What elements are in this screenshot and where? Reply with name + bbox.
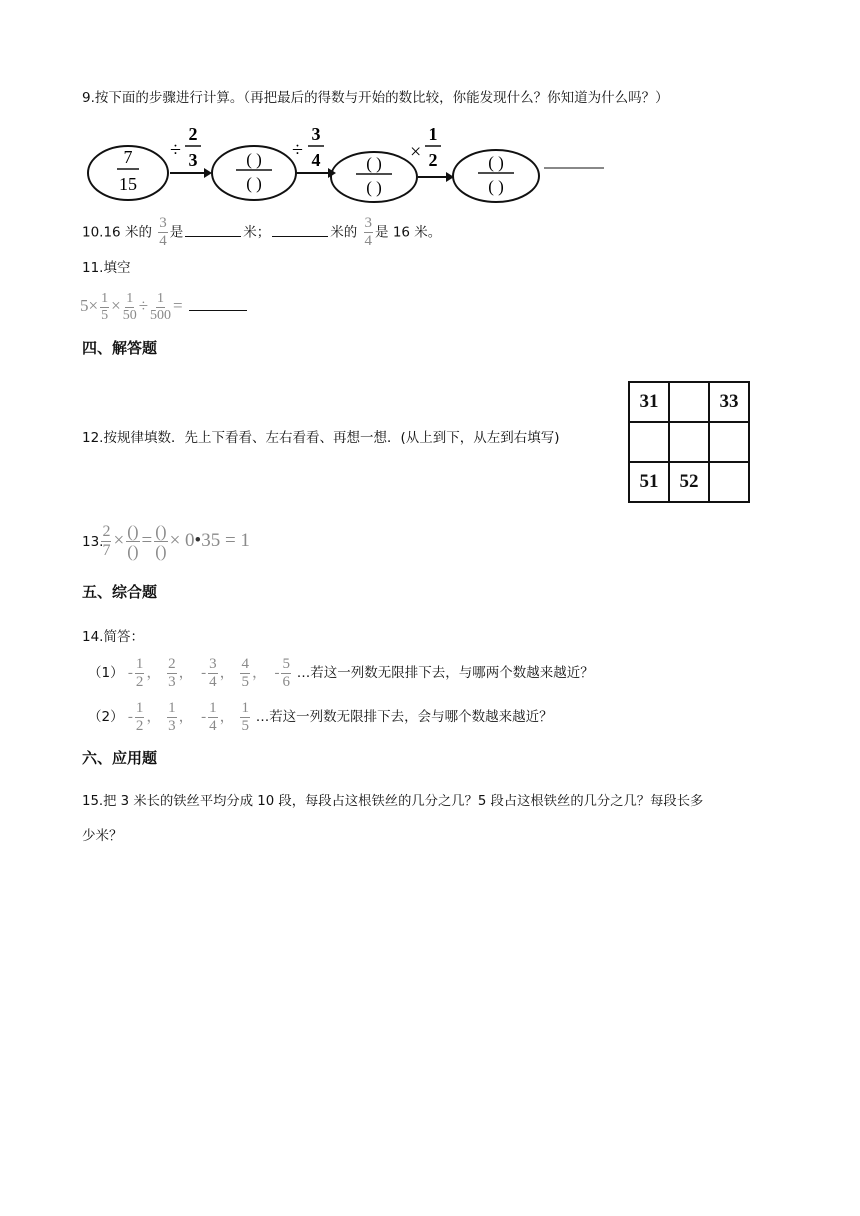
q10-fraction-2: $\frac{3}{4}$ <box>364 215 373 249</box>
step1-num-blank: ( ) <box>246 150 262 169</box>
step1-den-blank: ( ) <box>246 174 262 193</box>
grid-cell: 51 <box>629 462 669 502</box>
op2-sign: ÷ <box>292 139 303 161</box>
q10-part5: 是 16 米。 <box>375 224 442 241</box>
grid-cell[interactable] <box>669 422 709 462</box>
grid-cell[interactable] <box>709 422 749 462</box>
section-6-heading: 六、应用题 <box>82 749 158 767</box>
op2-denominator: 4 <box>311 150 321 170</box>
q11-expression: 5× $\frac{1}{5}$ × $\frac{1}{50}$ ÷ $\frac{1}{500}$ = <box>80 289 249 323</box>
q10-part3: 米； <box>243 224 271 241</box>
q10-part2: 是 <box>169 224 184 241</box>
question-13 <box>82 516 250 567</box>
question-10 <box>82 216 441 249</box>
q11-frac-3: $\frac{1}{500}$ <box>150 290 172 323</box>
q13-prefix: 13. <box>82 534 104 550</box>
step3-den-blank: ( ) <box>488 177 504 196</box>
section-4-heading: 四、解答题 <box>82 339 158 357</box>
step2-num-blank: ( ) <box>366 154 382 173</box>
grid-cell[interactable] <box>669 382 709 422</box>
q11-answer-blank[interactable] <box>189 292 247 311</box>
start-denominator: 15 <box>119 174 137 194</box>
q10-blank-1[interactable] <box>185 222 241 237</box>
q14-line-1: （1） - $\frac{1}{2}$ ， $\frac{2}{3}$ ， - $\frac{3}{4}$ ， $\frac{4}{5}$ ， - $\frac{5}{6}$ …若这一列数无限排下去，与哪两个数越来越近？ <box>88 656 594 691</box>
question-14-title: 14.简答： <box>82 629 144 645</box>
question-12-text: 12.按规律填数．先上下看看、左右看看、再想一想．(从上到下，从左到右填写) <box>82 430 560 446</box>
op3-numerator: 1 <box>428 124 438 144</box>
grid-cell: 52 <box>669 462 709 502</box>
section-5-heading: 五、综合题 <box>82 583 158 601</box>
q11-frac-1: $\frac{1}{5}$ <box>101 290 109 323</box>
step3-num-blank: ( ) <box>488 153 504 172</box>
question-15-line-2: 少米？ <box>82 828 123 844</box>
step2-den-blank: ( ) <box>366 178 382 197</box>
grid-cell[interactable] <box>629 422 669 462</box>
op3-denominator: 2 <box>428 150 438 170</box>
op3-sign: × <box>410 141 422 163</box>
op1-sign: ÷ <box>170 139 181 161</box>
q13-blank-fraction-2: $\frac{()}{()}$ <box>155 522 167 562</box>
question-11-title: 11.填空 <box>82 260 131 276</box>
q10-part4: 米的 <box>330 224 358 241</box>
q14-line-2: （2） - $\frac{1}{2}$ ， $\frac{1}{3}$ ， - $\frac{1}{4}$ ， $\frac{1}{5}$ …若这一列数无限排下去，会与哪个数越来越近？ <box>88 700 553 735</box>
start-numerator: 7 <box>123 147 133 167</box>
op1-denominator: 3 <box>188 150 198 170</box>
grid-cell: 33 <box>709 382 749 422</box>
q13-blank-fraction-1: $\frac{()}{()}$ <box>127 522 139 562</box>
op1-numerator: 2 <box>188 124 198 144</box>
q10-part1: 10.16 米的 <box>82 224 152 241</box>
q10-blank-2[interactable] <box>272 222 328 237</box>
q10-fraction-1: $\frac{3}{4}$ <box>159 215 167 249</box>
q11-frac-2: $\frac{1}{50}$ <box>122 290 137 323</box>
q9-calculation-diagram <box>80 118 620 204</box>
q13-equation: $\frac{2}{7}$ × $\frac{()}{()}$ = $\frac{()}{()}$ × 0•35 = 1 <box>102 522 250 562</box>
op2-numerator: 3 <box>311 124 321 144</box>
question-15-line-1: 15.把 3 米长的铁丝平均分成 10 段，每段占这根铁丝的几分之几？5 段占这根铁丝的几分之几？每段长多 <box>82 794 704 809</box>
question-9-text: 9.按下面的步骤进行计算。（再把最后的得数与开始的数比较，你能发现什么？你知道为什么吗？） <box>82 90 669 106</box>
grid-cell: 31 <box>629 382 669 422</box>
grid-cell[interactable] <box>709 462 749 502</box>
q12-number-grid <box>628 381 750 503</box>
